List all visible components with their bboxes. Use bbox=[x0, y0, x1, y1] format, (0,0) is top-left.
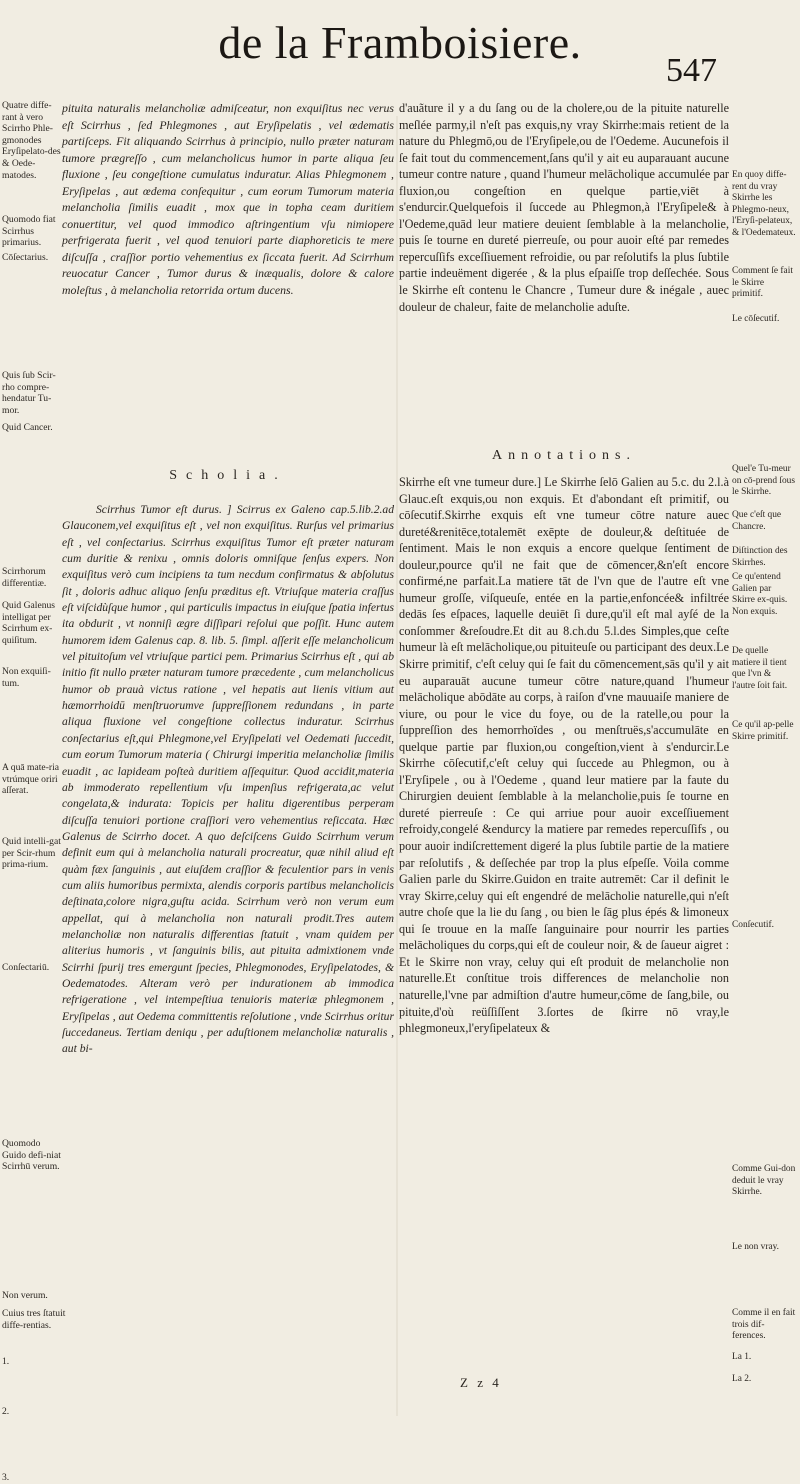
page-header bbox=[0, 8, 800, 98]
margin-note: La 1. bbox=[732, 1352, 752, 1362]
margin-note: Comment ſe fait le Skirre primitif. bbox=[732, 266, 793, 300]
margin-note: Quis ſub Scir-rho compre-hendatur Tu-mor. bbox=[2, 370, 56, 416]
margin-note: 1. bbox=[2, 1356, 10, 1367]
margin-note: Quid Galenus intelligat per Scirrhum ex-quiſitum. bbox=[2, 600, 56, 646]
margin-note: Ce qu'il ap-pelle Skirre primitif. bbox=[732, 720, 794, 742]
margin-note: 3. bbox=[2, 1472, 10, 1483]
margin-note: En quoy diffe-rent du vray Skirrhe les Phlegmo-neux, l'Eryſi-pelateux, & l'Oedemateux. bbox=[732, 170, 796, 238]
annotations-text: Skirrhe eſt vne tumeur dure.] Le Skirrhe ſelō Galien au 5.c. du 2.l.à Glauc.eſt exquis,ou non exquis. Et d'abondant eſt primitif, ou cōſecutif.Skirrhe exquis eſt vne tumeur cōtre nature auec dureté&renitēce,totalemēt exēpte de douleur,& deſtituée de ſentiment. Mais le non exquis a encore quelque ſentiment de douleur,pource qu'il ne fait que de cōmencer,&n'eſt encore confirmé,ne parfait.La matiere tāt de l'vn que de l'autre eſt vne humeur groſſe, viſqueuſe, entée en la partie,enfoncée& infiltrée dedās ſes eſpaces, laquelle deuiēt ſi dure,qu'il eſt mal ayſé de la conſommer &reſoudre.Et dit au 8.ch.du 5.l.des Simples,que ceſte humeur là eſt melācholique,ou pituiteuſe ou participant des deux.Le Skirre primitif, c'eſt celuy qui ſe fait du cōmencement,sās qu'il y ait eu auparauāt aucune tumeur cōtre nature,quand l'humeur melācholique abōdāte au corps, à raiſon d'vne mauuaiſe maniere de viure, ou pour le vice du foye, ou de la ratelle,ou pour la ſuppreſſion des hemorrhoïdes , ou menſtruës,s'accumulāte en quelque partie par fluxion,ou congeſtion,vient à s'endurcir.Le Skirrhe cōſecutif,c'eſt celuy qui ſuccede au Phlegmon, ou à l'Eryſipele , ou à l'Oedeme , quand leur matiere par la faute du Chirurgien deuient ſemblable à la melancholie,puis ſe tourne en dureté pierreuſe : Ce qui arriue pour auoir exceſſiuement refroidy,congelé &endurcy la matiere par remedes repercuſſifs , ou pour auoir indiſcrettement digeré la plus ſubtile partie de la matiere par reſolutifs , & deſſechée par trop la plus eſpeſſe. Voila comme Galien parle du Skirre.Guidon en traite autremēt: Car il definit le vray Skirre,celuy qui eſt engendré de melācholie naturelle,qui n'eſt autre choſe que la lie du ſang , ou bien le ſāg plus épés & limoneux qui ſe trouue en la maſſe ſanguinaire pour nourrir les parties melācholiques du corps,qui eſt de couleur noir, & de ſaueur aigret : Et le Skirre non vray, celuy qui eſt produit de melancholie non naturelle.Et conſtitue trois differences de melancholie non naturelle,l'vne par admiſtion d'autre humeur,cōme de ſang,bile, ou pituite,d'où reüſſiſſent 3.ſortes de ſkirre nō vray,le phlegmoneux,l'eryſipelateux & bbox=[399, 475, 729, 1036]
latin-main-text: pituita naturalis melancholiæ admiſceatur, non exquiſitus nec verus eſt Scirrhus , ſed Phlegmones , aut Eryſipelatis , vel œdematis partiſceps. Fit aliquando Scirrhus à principio, nullo præter naturam tumore prægreſſo , cum melancholicus humor in parte aliqua ſeu fluxione , ſeu congeſtione cumulatus induratur. Alias Phlegmonem , Eryſipelas , aut œdema conſequitur , cum eorum Tumorum materia melancholia ſimilis euadit , mox que in topha ceam duritiem conuertitur, vel quod immodico aſtringentium vſu nimiopere perfrigerata fuerit , vel quod tenuiori parte diaphoreticis te mere diſcuſſa , craſſior portio vehementius ex ſiccata fuerit. Ad Scirrhum reuocatur Cancer , Tumor durus & inæqualis, dolore & calore moleſtus , à melancholia retorrida ortum ducens. bbox=[62, 101, 394, 298]
margin-note: Quid Cancer. bbox=[2, 422, 53, 433]
french-main-text: d'auãture il y a du ſang ou de la cholere,ou de la pituite naturelle meſlée parmy,il n'eſt pas exquis,ny vray Skirrhe:mais retient de la nature du Phlegmō,ou de l'Eryſipele,ou de l'Oedeme. Aucunefois il ſe fait tout du commencement,ſans qu'il y ait eu auparauant aucune tumeur contre nature , quand l'humeur melācholique accumulée par fluxion,ou congeſtion en quelque partie,viēt à s'endurcir.Quelquefois il ſuccede au Phlegmon,à l'Eryſipele& à l'Oedeme,quād leur matiere deuient ſemblable à la melancholie, puis ſe tourne en dureté pierreuſe, ou pour auoir eſté par remedes repercuſſifs exceſſiuement refroidie, ou par reſolutifs la plus ſubtile partie indeuëment digerée , & la plus eſpaiſſe trop deſſechée. Sous le Skirrhe eſt contenu le Chancre , Tumeur dure & inégale , auec douleur de chaleur, faite de melancholie aduſte. bbox=[399, 101, 729, 314]
margin-note: Cuius tres ſtatuit diffe-rentias. bbox=[2, 1308, 66, 1331]
gutter-shadow bbox=[396, 116, 398, 1416]
running-title: de la Framboisiere. bbox=[218, 17, 582, 68]
margin-note: La 2. bbox=[732, 1374, 752, 1384]
margin-note: Comme Gui-don deduit le vray Skirrhe. bbox=[732, 1164, 796, 1198]
margin-note: Le non vray. bbox=[732, 1242, 780, 1252]
margin-note: Quomodo Guido defi-niat Scirrhū verum. bbox=[2, 1138, 61, 1173]
margin-note: Que c'eſt que Chancre. bbox=[732, 510, 782, 532]
signature-mark: Z z 4 bbox=[460, 1375, 502, 1390]
annotations-heading: Annotations. bbox=[492, 448, 636, 463]
margin-note: Non exquiſi-tum. bbox=[2, 666, 51, 689]
scholia-text: Scirrhus Tumor eſt durus. ] Scirrus ex Galeno cap.5.lib.2.ad Glauconem,vel exquiſitus eſt , vel non exquiſitus. Rurſus vel primarius eſt , vel conſectarius. Scirrhus exquiſitus Tumor eſt præter naturam cum duritie & renixu , omnis doloris omniſque ſenſus expers. Non exquiſitus verò cum incipiens ta tum necdum confirmatus & abſolutus ſit , doloris adhuc aliquo ſenſu præditus eſt. Vtriuſque materia craſſus eſt viſcidùſque humor , qui particulis impactus in eiuſque ſpatia infertus ita obdurit , vt nonniſi ægre diſſipari reſolui que poſſit. Hunc autem humorem idem Galenus cap. 8. lib. 5. ſimpl. aſſerit eſſe melancholicum vel pituitoſum vel vtriuſque partici pem. Primarius Scirrhus eſt , qui ab initio fit nullo præter naturam tumore præcedente , cum melancholicus humor ob prauà victus ratione , vel hepatis aut lienis vitium aut hæmorrhoidū menſtruorumve ſuppreſſionem redundans , in parte aliqua fluxione vel congeſtione collectus induratur. Scirrhus conſectarius eſt,qui Phlegmone,vel Eryſipelati vel Oedemati ſuccedit, cum eorum Tumorum materia ( Chirurgi imperitia melancholiæ ſimilis euadit , ac lapideam poſteà duritiem aſſequitur. Quod accidit,materia ab immoderato repellentium vſu impenſius refrigerata,ac velut congelata,& indurata: Topicis per halitu digerentibus perperam diſcuſſa tenuiori portione craſſiori vero vehementius reſiccata. Hæc Galenus de Scirrho docet. A quo deſciſcens Guido Scirrhum verum definit eum qui à melancholia naturali procreatur, quæ nihil aliud eſt quàm fæx ſanguinis , aut eiuſdem craſſior & feculentior pars in venis cum aliis humoribus permixta, alendis corporis partibus melancholicis deſtinata,colore nigra,guſtu acida. Scirrhum verò non verum eum appellat, qui à melancholia non naturali prodit.Tres autem melancholiæ non naturalis differentias ſtatuit , vnam quidem per aliterius humoris , vt ſanguinis bilis, aut pituita admixtionem vnde Scirrhi ſpurij tres emergunt ſpecies, Phlegmonodes, Eryſipelatodes, & Oedematodes. Alteram verò per indurationem ab immodica refrigeratione , vel intempeſtiua tenuioris materiæ phlegmonem , Eryſipelas , aut Oedema committentis reſolutione , vnde Scirrhus oritur ſuccedaneus. Tertiam deniqu , per aduſtionem melancholiæ naturalis , aut bi- bbox=[62, 503, 395, 1056]
margin-note: Scirrhorum differentiæ. bbox=[2, 566, 47, 589]
margin-note: Quid intelli-gat per Scir-rhum prima-rium. bbox=[2, 836, 61, 871]
margin-note: Quatre diffe-rant à vero Scirrho Phle-gmonodes Eryſipelato-des & Oede-matodes. bbox=[2, 100, 61, 181]
margin-note: Diſtinction des Skirrhes. bbox=[732, 546, 788, 568]
margin-note: Conſectariū. bbox=[2, 962, 50, 973]
margin-note: Conſecutif. bbox=[732, 920, 774, 930]
scholia-heading: Scholia. bbox=[169, 468, 287, 483]
margin-note: Quomodo fiat Scirrhus primarius. bbox=[2, 214, 56, 249]
margin-note: Le cōſecutif. bbox=[732, 314, 780, 324]
page-number: 547 bbox=[666, 52, 717, 89]
margin-note: 2. bbox=[2, 1406, 10, 1417]
margin-note: Quel'e Tu-meur on cō-prend ſous le Skirrhe. bbox=[732, 464, 796, 498]
margin-note: Non verum. bbox=[2, 1290, 48, 1301]
margin-note: De quelle matiere il tient que l'vn & l'autre ſoit fait. bbox=[732, 646, 788, 691]
margin-note: Comme il en fait trois dif-ferences. bbox=[732, 1308, 796, 1342]
margin-note: Ce qu'entend Galien par Skirre ex-quis. Non exquis. bbox=[732, 572, 788, 617]
margin-note: Cōſectarius. bbox=[2, 252, 49, 263]
margin-note: A quā mate-ria vtrúmque oriri aſſerat. bbox=[2, 762, 60, 797]
